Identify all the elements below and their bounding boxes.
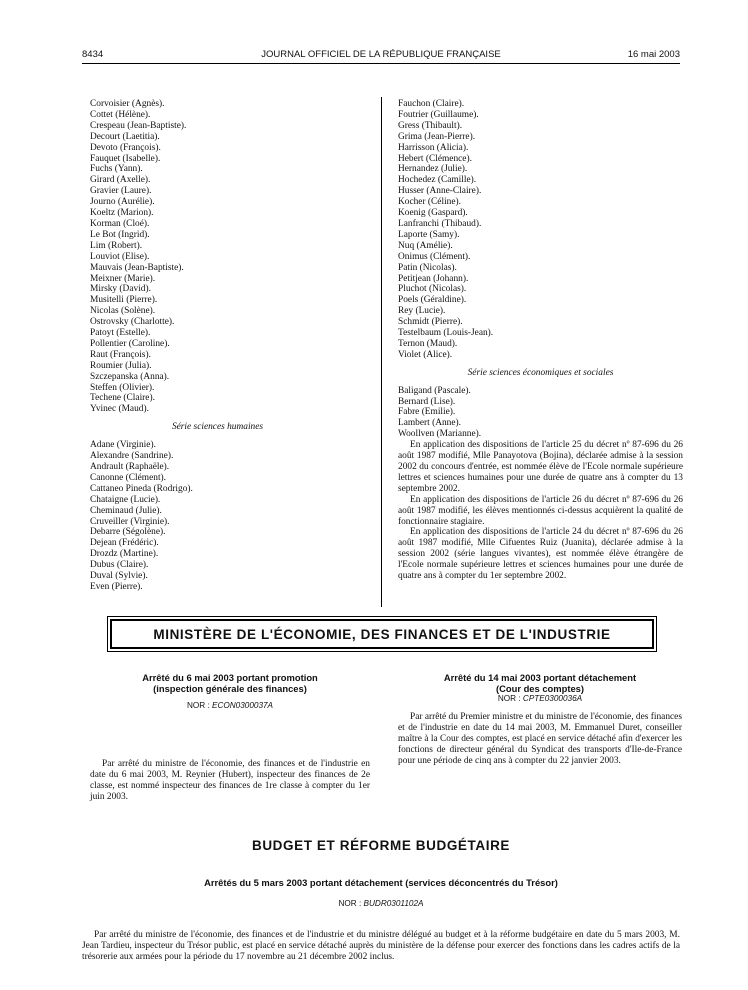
name-entry: Ostrovsky (Charlotte).: [90, 317, 175, 328]
name-entry: Patoyt (Estelle).: [90, 328, 151, 339]
name-entry: Korman (Cloé).: [90, 218, 150, 229]
name-entry: Mauvais (Jean-Baptiste).: [90, 262, 184, 273]
name-entry: Yvinec (Maud).: [90, 404, 149, 415]
name-entry: Dejean (Frédéric).: [90, 538, 159, 549]
name-entry: Pollentier (Caroline).: [90, 338, 170, 349]
budget-nor: [82, 899, 680, 908]
name-entry: Laporte (Samy).: [398, 229, 460, 240]
arrete-right-title: [398, 672, 682, 694]
arrete-right-paragraph: Par arrêté du Premier ministre et du ministre de l'économie, des finances et de l'industrie en date du 14 mai 2003, M. Emmanuel Duret, conseiller maître à la Cour des comptes, est placé en service détaché afin d'exercer les fonctions de directeur général du Syndicat des transports d'Ile-de-France pour une période de cinq ans à compter du 22 janvier 2003.: [398, 712, 682, 766]
arrete-right-text: [398, 712, 682, 767]
budget-text: [82, 930, 680, 963]
budget-paragraph: Par arrêté du ministre de l'économie, des finances et de l'industrie et du ministre délégué au budget et à la réforme budgétaire en date du 5 mars 2003, M. Jean Tardieu, inspecteur du Trésor public, est placé en service détaché auprès du ministère de la défense pour exercer des fonctions dans les cadres actifs de la trésorerie aux armées pour la période du 17 novembre au 21 décembre 2002 inclus.: [82, 930, 680, 962]
name-entry: Kocher (Céline).: [398, 197, 461, 208]
name-entry: Lim (Robert).: [90, 240, 143, 251]
name-entry: Foutrier (Guillaume).: [398, 109, 479, 120]
name-entry: Schmidt (Pierre).: [398, 317, 463, 328]
name-entry: Raut (François).: [90, 349, 151, 360]
name-entry: Mirsky (David).: [90, 284, 151, 295]
arrete-right-title-line2: (Cour des comptes): [495, 683, 585, 694]
name-entry: Pluchot (Nicolas).: [398, 284, 467, 295]
name-entry: Gravier (Laure).: [90, 186, 152, 197]
name-entry: Husser (Anne-Claire).: [398, 186, 482, 197]
name-entry: Cottet (Hélène).: [90, 109, 151, 120]
nor-label: NOR :: [186, 701, 210, 710]
name-entry: Petitjean (Johann).: [398, 273, 469, 284]
name-entry: Lambert (Anne).: [398, 418, 461, 429]
name-entry: Baligand (Pascale).: [398, 385, 471, 396]
name-entry: Poels (Géraldine).: [398, 295, 467, 306]
ministry-banner: [110, 619, 654, 649]
name-entry: Testelbaum (Louis-Jean).: [398, 328, 494, 339]
name-entry: Nuq (Amélie).: [398, 240, 453, 251]
arrete-left-title-line2: (inspection générale des finances): [153, 683, 307, 694]
arrete-left-title: [90, 672, 370, 694]
name-entry: Hernandez (Julie).: [398, 164, 468, 175]
name-entry: Fabre (Emilie).: [398, 407, 456, 418]
name-entry: Girard (Axelle).: [90, 175, 151, 186]
name-entry: Violet (Alice).: [398, 349, 453, 360]
nor-code: ECON0300037A: [212, 701, 274, 710]
name-entry: Steffen (Olivier).: [90, 382, 155, 393]
name-entry: Canonne (Clément).: [90, 472, 167, 483]
name-entry: Le Bot (Ingrid).: [90, 229, 150, 240]
nor-code: CPTE0300036A: [522, 694, 583, 703]
name-entry: Decourt (Laetitia).: [90, 131, 160, 142]
name-entry: Alexandre (Sandrine).: [90, 451, 174, 462]
name-entry: Hebert (Clémence).: [398, 153, 472, 164]
appointment-paragraph: En application des dispositions de l'article 25 du décret nº 87-696 du 26 août 1987 modifié, Mlle Panayotova (Bojina), déclarée admise à la session 2002 du concours d'entrée, est nommée élève de l'Ecole normale supérieure lettres et sciences humaines pour une durée de quatre ans à compter du 13 septembre 2002.: [398, 440, 683, 494]
name-entry: Fuchs (Yann).: [90, 164, 143, 175]
name-entry: Woollven (Marianne).: [398, 429, 482, 440]
name-entry: Nicolas (Solène).: [90, 306, 156, 317]
name-entry: Louviot (Elise).: [90, 251, 150, 262]
appointment-paragraph: En application des dispositions de l'article 26 du décret nº 87-696 du 26 août 1987 modifié, les élèves mentionnés ci-dessus acquièrent la qualité de fonctionnaire stagiaire.: [398, 494, 683, 527]
name-entry: Even (Pierre).: [90, 581, 143, 592]
name-entry: Cattaneo Pineda (Rodrigo).: [90, 483, 193, 494]
arrete-right-title-line1: Arrêté du 14 mai 2003 portant détachement: [443, 672, 637, 683]
page-number: 8434: [82, 49, 104, 60]
name-list-left-top: [90, 99, 345, 415]
name-entry: Crespeau (Jean-Baptiste).: [90, 120, 187, 131]
name-entry: Ternon (Maud).: [398, 338, 458, 349]
arrete-left-paragraph: Par arrêté du ministre de l'économie, des finances et de l'industrie en date du 6 mai 2003, M. Reynier (Hubert), inspecteur des finances de 2e classe, est nommé inspecteur des finances de 1re classe à compter du 1er juin 2003.: [90, 759, 370, 802]
name-entry: Andrault (Raphaële).: [90, 462, 170, 472]
name-entry: Duval (Sylvie).: [90, 571, 148, 582]
budget-section-title: BUDGET ET RÉFORME BUDGÉTAIRE: [251, 838, 511, 853]
name-list-right-top: [398, 99, 683, 361]
right-column: [398, 99, 683, 582]
name-entry: Gress (Thibault).: [398, 120, 463, 131]
name-entry: Hochedez (Camille).: [398, 175, 477, 186]
name-entry: Cruveiller (Virginie).: [90, 516, 170, 527]
left-column: [90, 99, 345, 593]
name-entry: Fauchon (Claire).: [398, 99, 465, 109]
journal-title: JOURNAL OFFICIEL DE LA RÉPUBLIQUE FRANÇAISE: [261, 49, 501, 60]
name-entry: Onimus (Clément).: [398, 251, 471, 262]
series-title-humaines: Série sciences humaines: [171, 422, 264, 433]
name-entry: Adane (Virginie).: [90, 440, 156, 451]
budget-arrete-title: [82, 877, 680, 888]
name-entry: Rey (Lucie).: [398, 306, 446, 317]
appointment-paragraphs: [398, 440, 683, 582]
name-entry: Musitelli (Pierre).: [90, 295, 158, 306]
name-list-left-bottom: [90, 440, 345, 593]
name-entry: Harrisson (Alicia).: [398, 142, 469, 153]
nor-label: NOR :: [497, 694, 521, 703]
name-entry: Dubus (Claire).: [90, 560, 149, 571]
budget-arrete-title-line: Arrêtés du 5 mars 2003 portant détachement (services déconcentrés du Trésor): [204, 877, 558, 888]
name-entry: Cheminaud (Julie).: [90, 505, 162, 516]
arrete-right-nor: [398, 694, 682, 703]
name-entry: Grima (Jean-Pierre).: [398, 131, 476, 142]
name-entry: Roumier (Julia).: [90, 360, 152, 371]
name-entry: Patin (Nicolas).: [398, 262, 457, 273]
appointment-paragraph: En application des dispositions de l'article 24 du décret nº 87-696 du 26 août 1987 modifié, Mlle Cifuentes Ruiz (Juanita), déclarée admise à la session 2002 (série langues vivantes), est nommée élève étrangère de l'Ecole normale supérieure lettres et sciences humaines pour une durée de quatre ans à compter du 1er septembre 2002.: [398, 527, 683, 582]
name-entry: Journo (Aurélie).: [90, 197, 155, 208]
name-entry: Corvoisier (Agnès).: [90, 99, 165, 109]
name-entry: Drozdz (Martine).: [90, 549, 159, 560]
header-rule: [82, 63, 680, 64]
name-entry: Chataigne (Lucie).: [90, 494, 161, 505]
issue-date: 16 mai 2003: [627, 49, 680, 60]
name-entry: Koeltz (Marion).: [90, 208, 154, 219]
name-entry: Meixner (Marie).: [90, 273, 156, 284]
name-entry: Fauquet (Isabelle).: [90, 153, 161, 164]
name-entry: Koenig (Gaspard).: [398, 208, 468, 219]
series-title-economiques: Série sciences économiques et sociales: [467, 367, 614, 378]
ministry-title: MINISTÈRE DE L'ÉCONOMIE, DES FINANCES ET DE L'INDUSTRIE: [153, 626, 611, 642]
arrete-left-nor: [90, 701, 370, 710]
name-entry: Szczepanska (Anna).: [90, 371, 170, 382]
nor-code: BUDR0301102A: [363, 899, 424, 908]
name-entry: Bernard (Lise).: [398, 396, 456, 407]
arrete-left-text: [90, 759, 370, 803]
arrete-left-title-line1: Arrêté du 6 mai 2003 portant promotion: [142, 672, 318, 683]
nor-label: NOR :: [338, 899, 362, 908]
name-entry: Techene (Claire).: [90, 393, 155, 404]
name-list-right-bottom: [398, 386, 683, 441]
name-entry: Debarre (Ségolène).: [90, 527, 166, 538]
name-entry: Lanfranchi (Thibaud).: [398, 218, 482, 229]
column-divider: [381, 97, 382, 607]
page-header: [82, 49, 680, 63]
name-entry: Devoto (François).: [90, 142, 161, 153]
